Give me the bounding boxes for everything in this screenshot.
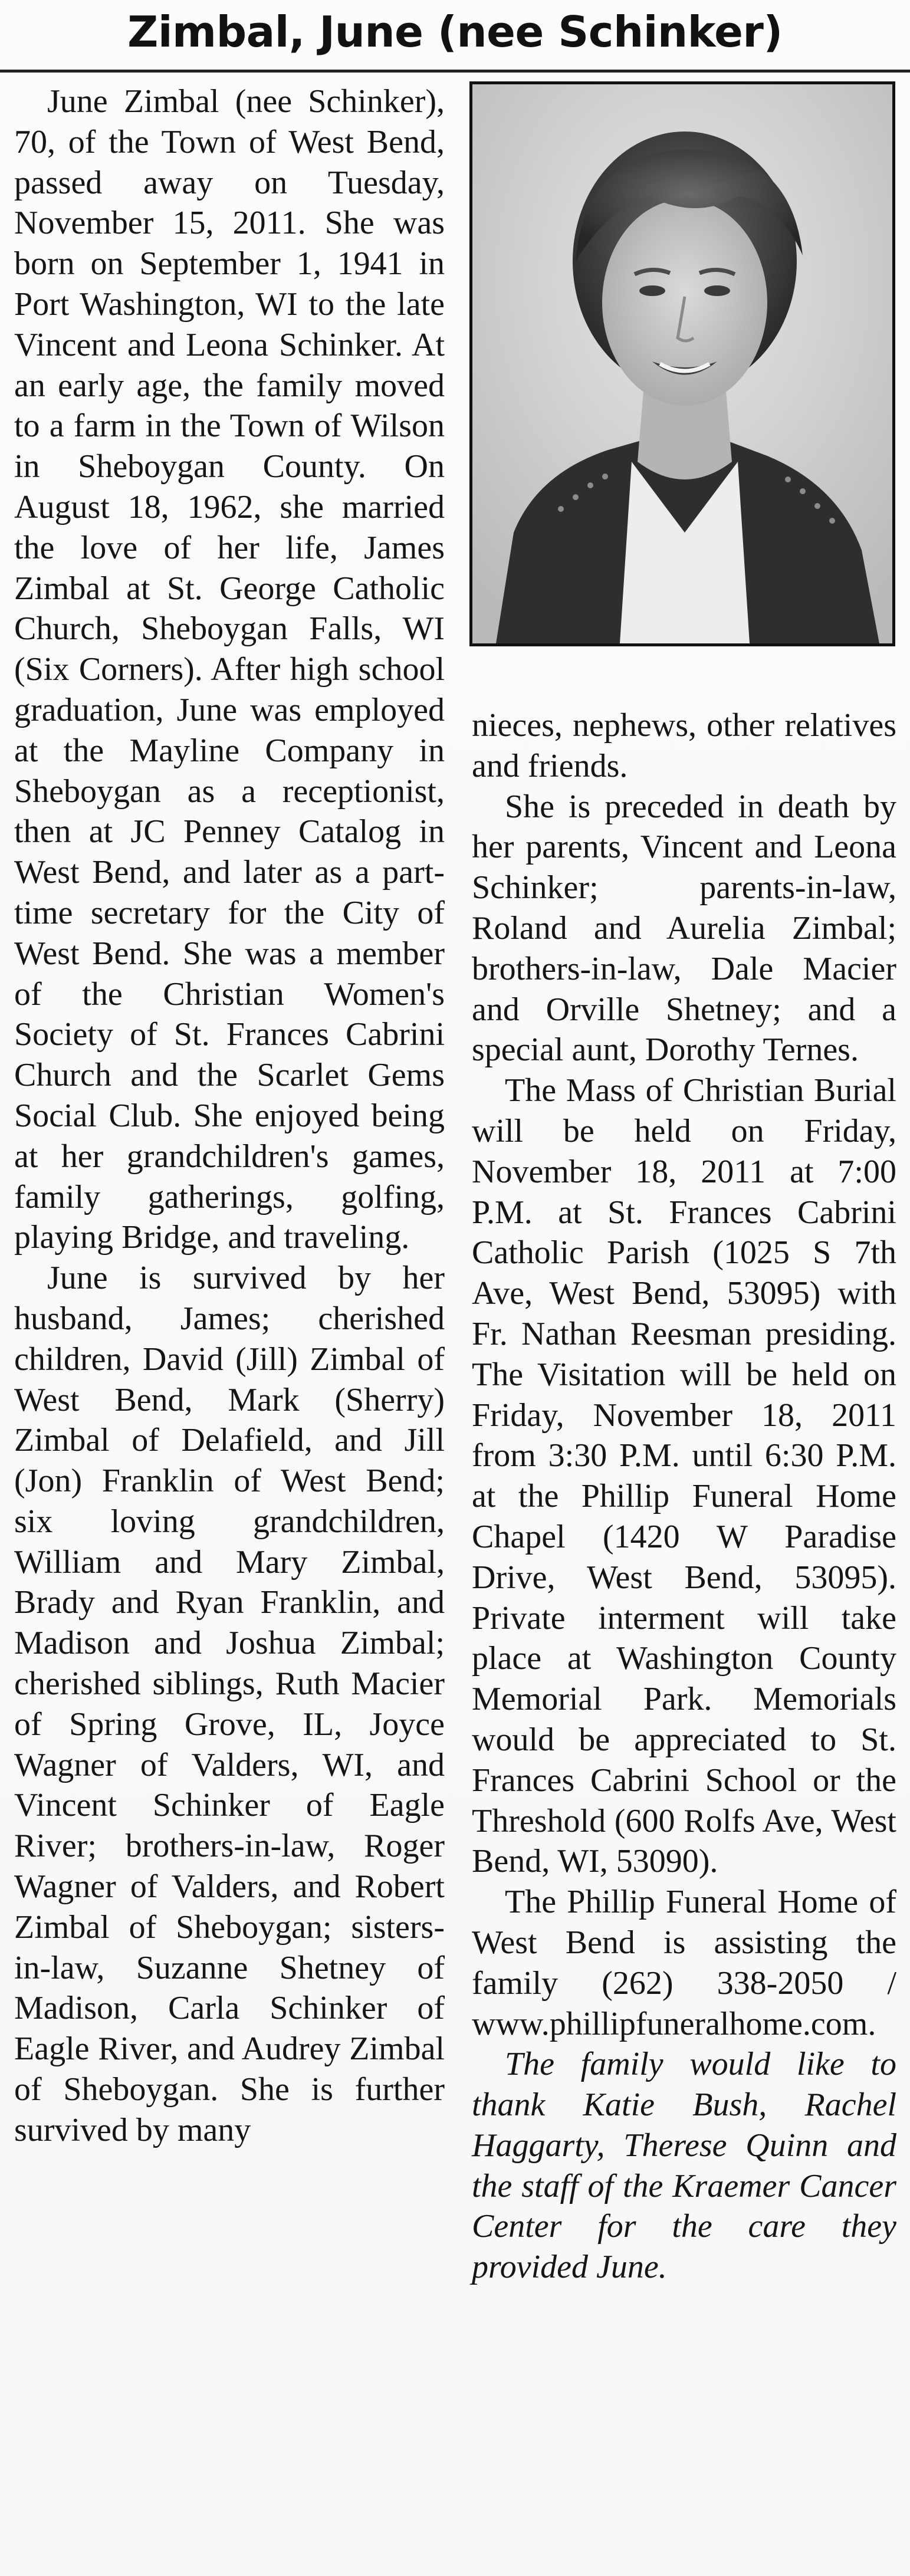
obituary-paragraph-survivors-continued: nieces, nephews, other relatives and friends.	[472, 707, 896, 784]
obituary-headline: Zimbal, June (nee Schinker)	[127, 7, 783, 57]
obituary-paragraph-life: June Zimbal (nee Schinker), 70, of the Town of West Bend, passed away on Tuesday, November 15, 2011. She was born on September 1, 1941 in Port Washington, WI to the late Vincent and Leona Schinker. At an early age, the family moved to a farm in the Town of Wilson in Sheboygan County. On August 18, 1962, she married the love of her life, James Zimbal at St. George Catholic Church, Sheboygan Falls, WI (Six Corners). After high school graduation, June was employed at the Mayline Company in Sheboygan as a receptionist, then at JC Penney Catalog in West Bend, and later as a part-time secretary for the City of West Bend. She was a member of the Christian Women's Society of St. Frances Cabrini Church and the Scarlet Gems Social Club. She enjoyed being at her grandchildren's games, family gatherings, golfing, playing Bridge, and traveling.	[14, 83, 445, 1256]
obituary-paragraph-thanks: The family would like to thank Katie Bush, Rachel Haggarty, Therese Quinn and the staff of the Kraemer Cancer Center for the care they provided June.	[472, 2046, 896, 2286]
obituary-paragraph-preceded: She is preceded in death by her parents, Vincent and Leona Schinker; parents-in-law, Roland and Aurelia Zimbal; brothers-in-law, Dale Macier and Orville Shetney; and a special aunt, Dorothy Ternes.	[472, 788, 896, 1069]
obituary-paragraph-survivors: June is survived by her husband, James; cherished children, David (Jill) Zimbal of West Bend, Mark (Sherry) Zimbal of Delafield, and Jill (Jon) Franklin of West Bend; six loving grandchildren, William and Mary Zimbal, Brady and Ryan Franklin, and Madison and Joshua Zimbal; cherished siblings, Ruth Macier of Spring Grove, IL, Joyce Wagner of Valders, WI, and Vincent Schinker of Eagle River; brothers-in-law, Roger Wagner of Valders, and Robert Zimbal of Sheboygan; sisters-in-law, Suzanne Shetney of Madison, Carla Schinker of Eagle River, and Audrey Zimbal of Sheboygan. She is further survived by many	[14, 1260, 445, 2148]
portrait-image	[472, 84, 892, 643]
obituary-paragraph-services: The Mass of Christian Burial will be held on Friday, November 18, 2011 at 7:00 P.M. at St. Frances Cabrini Catholic Parish (1025 S 7th Ave, West Bend, 53095) with Fr. Nathan Reesman presiding. The Visitation will be held on Friday, November 18, 2011 from 3:30 P.M. until 6:30 P.M. at the Phillip Funeral Home Chapel (1420 W Paradise Drive, West Bend, 53095). Private interment will take place at Washington County Memorial Park. Memorials would be appreciated to St. Frances Cabrini School or the Threshold (600 Rolfs Ave, West Bend, WI, 53090).	[472, 1072, 896, 1880]
right-column	[472, 705, 896, 2288]
left-column	[14, 81, 445, 2151]
obituary-paragraph-funeral-home: The Phillip Funeral Home of West Bend is assisting the family (262) 338-2050 / www.phillipfuneralhome.com.	[472, 1884, 896, 2042]
headline-rule	[0, 70, 910, 73]
portrait-photo	[469, 81, 895, 646]
